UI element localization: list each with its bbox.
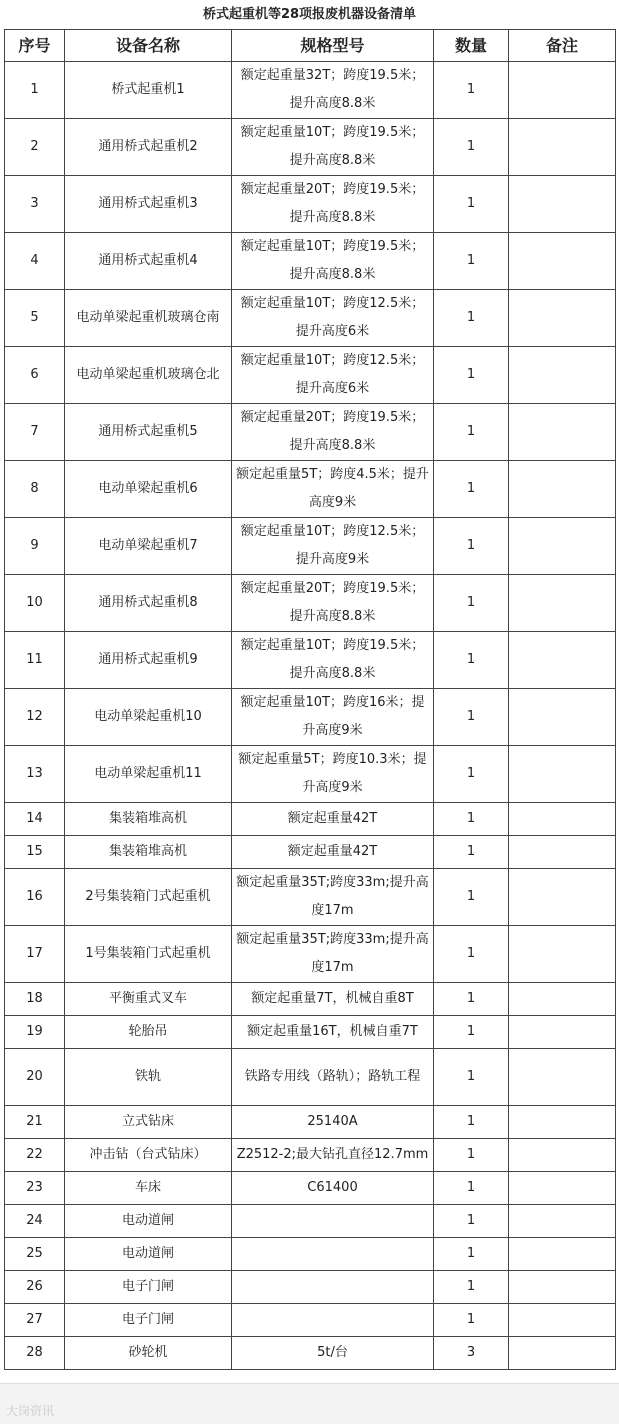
cell-spec: 额定起重量10T；跨度19.5米；提升高度8.8米 xyxy=(232,632,434,689)
cell-name: 电动单梁起重机6 xyxy=(65,461,232,518)
cell-no: 5 xyxy=(5,290,65,347)
cell-spec: 额定起重量10T；跨度12.5米；提升高度6米 xyxy=(232,290,434,347)
cell-qty: 1 xyxy=(434,1106,509,1139)
table-row xyxy=(5,1172,616,1205)
cell-no: 19 xyxy=(5,1016,65,1049)
cell-spec: 额定起重量35T;跨度33m;提升高度17m xyxy=(232,926,434,983)
table-row xyxy=(5,119,616,176)
cell-no: 20 xyxy=(5,1049,65,1106)
cell-qty: 1 xyxy=(434,62,509,119)
table-row xyxy=(5,689,616,746)
cell-note xyxy=(509,689,616,746)
table-row xyxy=(5,983,616,1016)
cell-no: 22 xyxy=(5,1139,65,1172)
cell-qty: 1 xyxy=(434,836,509,869)
cell-qty: 1 xyxy=(434,1172,509,1205)
table-row xyxy=(5,518,616,575)
cell-no: 8 xyxy=(5,461,65,518)
cell-qty: 1 xyxy=(434,689,509,746)
header-note: 备注 xyxy=(509,30,616,62)
table-row xyxy=(5,803,616,836)
cell-qty: 1 xyxy=(434,119,509,176)
cell-name: 2号集装箱门式起重机 xyxy=(65,869,232,926)
cell-note xyxy=(509,803,616,836)
table-row xyxy=(5,347,616,404)
cell-note xyxy=(509,404,616,461)
cell-no: 3 xyxy=(5,176,65,233)
cell-spec: 额定起重量5T；跨度10.3米；提升高度9米 xyxy=(232,746,434,803)
cell-qty: 1 xyxy=(434,632,509,689)
table-row xyxy=(5,1337,616,1370)
cell-no: 21 xyxy=(5,1106,65,1139)
cell-qty: 1 xyxy=(434,233,509,290)
cell-qty: 3 xyxy=(434,1337,509,1370)
cell-qty: 1 xyxy=(434,1304,509,1337)
cell-no: 7 xyxy=(5,404,65,461)
cell-name: 通用桥式起重机9 xyxy=(65,632,232,689)
table-row xyxy=(5,461,616,518)
table-row xyxy=(5,1238,616,1271)
header-spec: 规格型号 xyxy=(232,30,434,62)
watermark: 大岗资讯 xyxy=(6,1404,55,1418)
cell-name: 电子门闸 xyxy=(65,1304,232,1337)
cell-qty: 1 xyxy=(434,746,509,803)
table-row xyxy=(5,404,616,461)
cell-no: 14 xyxy=(5,803,65,836)
cell-name: 铁轨 xyxy=(65,1049,232,1106)
table-row xyxy=(5,1271,616,1304)
cell-no: 17 xyxy=(5,926,65,983)
cell-note xyxy=(509,836,616,869)
cell-spec: 额定起重量42T xyxy=(232,803,434,836)
cell-name: 集装箱堆高机 xyxy=(65,836,232,869)
cell-name: 电动单梁起重机玻璃仓南 xyxy=(65,290,232,347)
cell-no: 27 xyxy=(5,1304,65,1337)
cell-name: 电动道闸 xyxy=(65,1205,232,1238)
cell-no: 10 xyxy=(5,575,65,632)
table-row xyxy=(5,1106,616,1139)
cell-note xyxy=(509,1139,616,1172)
cell-name: 桥式起重机1 xyxy=(65,62,232,119)
cell-note xyxy=(509,518,616,575)
cell-qty: 1 xyxy=(434,461,509,518)
table-row xyxy=(5,869,616,926)
cell-name: 轮胎吊 xyxy=(65,1016,232,1049)
table-row xyxy=(5,176,616,233)
cell-spec: 额定起重量32T；跨度19.5米；提升高度8.8米 xyxy=(232,62,434,119)
cell-note xyxy=(509,461,616,518)
cell-no: 4 xyxy=(5,233,65,290)
cell-note xyxy=(509,1205,616,1238)
cell-note xyxy=(509,869,616,926)
table-row xyxy=(5,1049,616,1106)
cell-qty: 1 xyxy=(434,404,509,461)
cell-qty: 1 xyxy=(434,518,509,575)
cell-spec: Z2512-2;最大钻孔直径12.7mm xyxy=(232,1139,434,1172)
cell-no: 2 xyxy=(5,119,65,176)
table-row xyxy=(5,1016,616,1049)
cell-no: 6 xyxy=(5,347,65,404)
cell-qty: 1 xyxy=(434,1016,509,1049)
cell-name: 电动道闸 xyxy=(65,1238,232,1271)
equipment-table xyxy=(4,29,616,1370)
cell-spec xyxy=(232,1271,434,1304)
cell-qty: 1 xyxy=(434,1271,509,1304)
cell-note xyxy=(509,1337,616,1370)
table-row xyxy=(5,290,616,347)
cell-no: 12 xyxy=(5,689,65,746)
table-row xyxy=(5,1205,616,1238)
cell-name: 平衡重式叉车 xyxy=(65,983,232,1016)
cell-spec: 额定起重量20T；跨度19.5米；提升高度8.8米 xyxy=(232,176,434,233)
cell-no: 16 xyxy=(5,869,65,926)
cell-note xyxy=(509,1238,616,1271)
cell-note xyxy=(509,290,616,347)
table-header-row xyxy=(5,30,616,62)
table-row xyxy=(5,632,616,689)
header-qty: 数量 xyxy=(434,30,509,62)
cell-note xyxy=(509,575,616,632)
cell-spec: 额定起重量10T；跨度19.5米；提升高度8.8米 xyxy=(232,119,434,176)
cell-no: 28 xyxy=(5,1337,65,1370)
table-row xyxy=(5,575,616,632)
cell-note xyxy=(509,1304,616,1337)
cell-name: 电动单梁起重机7 xyxy=(65,518,232,575)
cell-name: 电动单梁起重机玻璃仓北 xyxy=(65,347,232,404)
cell-qty: 1 xyxy=(434,1238,509,1271)
cell-no: 23 xyxy=(5,1172,65,1205)
cell-name: 通用桥式起重机8 xyxy=(65,575,232,632)
cell-spec: 额定起重量16T，机械自重7T xyxy=(232,1016,434,1049)
cell-note xyxy=(509,62,616,119)
cell-note xyxy=(509,926,616,983)
cell-spec: 铁路专用线（路轨）；路轨工程 xyxy=(232,1049,434,1106)
cell-note xyxy=(509,233,616,290)
cell-spec: 额定起重量42T xyxy=(232,836,434,869)
header-name: 设备名称 xyxy=(65,30,232,62)
cell-spec: 额定起重量10T；跨度12.5米；提升高度6米 xyxy=(232,347,434,404)
cell-qty: 1 xyxy=(434,575,509,632)
cell-spec xyxy=(232,1238,434,1271)
cell-spec: C61400 xyxy=(232,1172,434,1205)
cell-name: 冲击钻（台式钻床） xyxy=(65,1139,232,1172)
cell-note xyxy=(509,983,616,1016)
table-row xyxy=(5,1304,616,1337)
table-row xyxy=(5,746,616,803)
cell-note xyxy=(509,1106,616,1139)
cell-name: 通用桥式起重机3 xyxy=(65,176,232,233)
cell-spec: 额定起重量10T；跨度12.5米；提升高度9米 xyxy=(232,518,434,575)
cell-spec: 额定起重量20T；跨度19.5米；提升高度8.8米 xyxy=(232,575,434,632)
cell-no: 25 xyxy=(5,1238,65,1271)
cell-name: 集装箱堆高机 xyxy=(65,803,232,836)
cell-qty: 1 xyxy=(434,983,509,1016)
cell-no: 1 xyxy=(5,62,65,119)
cell-name: 电动单梁起重机10 xyxy=(65,689,232,746)
cell-note xyxy=(509,746,616,803)
cell-spec: 额定起重量10T；跨度19.5米；提升高度8.8米 xyxy=(232,233,434,290)
cell-no: 15 xyxy=(5,836,65,869)
cell-qty: 1 xyxy=(434,176,509,233)
table-row xyxy=(5,62,616,119)
cell-note xyxy=(509,1049,616,1106)
cell-no: 11 xyxy=(5,632,65,689)
cell-name: 通用桥式起重机4 xyxy=(65,233,232,290)
page-title: 桥式起重机等28项报废机器设备清单 xyxy=(202,7,417,22)
cell-name: 砂轮机 xyxy=(65,1337,232,1370)
cell-name: 通用桥式起重机2 xyxy=(65,119,232,176)
table-row xyxy=(5,1139,616,1172)
cell-name: 电子门闸 xyxy=(65,1271,232,1304)
cell-note xyxy=(509,347,616,404)
cell-note xyxy=(509,1172,616,1205)
cell-no: 9 xyxy=(5,518,65,575)
cell-name: 立式钻床 xyxy=(65,1106,232,1139)
cell-name: 电动单梁起重机11 xyxy=(65,746,232,803)
cell-note xyxy=(509,176,616,233)
cell-spec xyxy=(232,1205,434,1238)
cell-qty: 1 xyxy=(434,347,509,404)
cell-spec: 25140A xyxy=(232,1106,434,1139)
cell-spec: 5t/台 xyxy=(232,1337,434,1370)
cell-qty: 1 xyxy=(434,869,509,926)
cell-note xyxy=(509,119,616,176)
footer-bar xyxy=(0,1383,619,1424)
cell-spec: 额定起重量10T；跨度16米；提升高度9米 xyxy=(232,689,434,746)
cell-qty: 1 xyxy=(434,290,509,347)
cell-qty: 1 xyxy=(434,1139,509,1172)
cell-spec: 额定起重量20T；跨度19.5米；提升高度8.8米 xyxy=(232,404,434,461)
cell-no: 26 xyxy=(5,1271,65,1304)
cell-qty: 1 xyxy=(434,926,509,983)
table-row xyxy=(5,233,616,290)
cell-qty: 1 xyxy=(434,1049,509,1106)
table-body xyxy=(5,62,616,1370)
cell-spec: 额定起重量5T；跨度4.5米；提升高度9米 xyxy=(232,461,434,518)
cell-note xyxy=(509,1271,616,1304)
table-row xyxy=(5,836,616,869)
cell-no: 13 xyxy=(5,746,65,803)
table-row xyxy=(5,926,616,983)
cell-no: 18 xyxy=(5,983,65,1016)
header-no: 序号 xyxy=(5,30,65,62)
cell-qty: 1 xyxy=(434,803,509,836)
cell-no: 24 xyxy=(5,1205,65,1238)
cell-spec: 额定起重量7T，机械自重8T xyxy=(232,983,434,1016)
cell-spec xyxy=(232,1304,434,1337)
cell-name: 车床 xyxy=(65,1172,232,1205)
cell-qty: 1 xyxy=(434,1205,509,1238)
cell-name: 通用桥式起重机5 xyxy=(65,404,232,461)
cell-spec: 额定起重量35T;跨度33m;提升高度17m xyxy=(232,869,434,926)
cell-note xyxy=(509,632,616,689)
cell-note xyxy=(509,1016,616,1049)
cell-name: 1号集装箱门式起重机 xyxy=(65,926,232,983)
